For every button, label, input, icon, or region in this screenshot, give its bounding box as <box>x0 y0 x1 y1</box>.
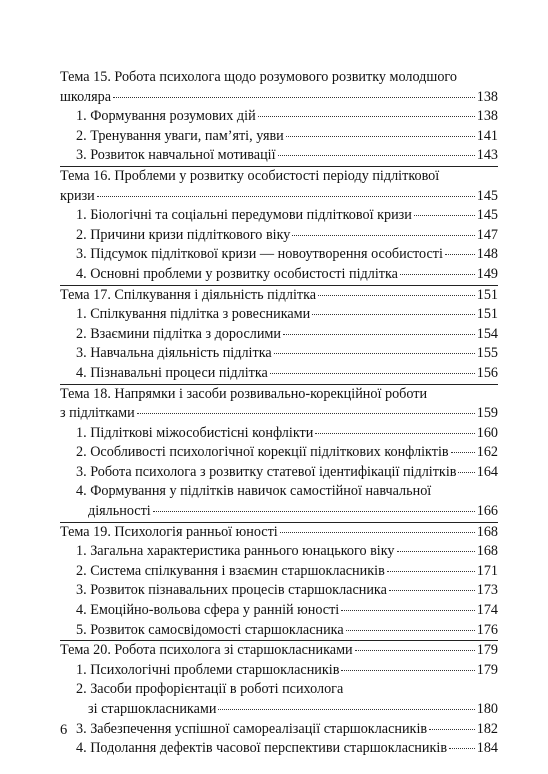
topic-title-line: Тема 18. Напрямки і засоби розвивально-корекційної роботи <box>60 385 428 402</box>
topic-title-line: Тема 16. Проблеми у розвитку особистості періоду підліткової <box>60 167 440 184</box>
toc-page-number: 147 <box>476 226 498 243</box>
toc-topic <box>60 384 498 522</box>
toc-page-number: 179 <box>476 661 498 678</box>
dot-leader <box>429 729 475 730</box>
toc-page-number: 174 <box>476 602 498 619</box>
toc-entry-text: 1. Спілкування підлітка з ровесниками <box>76 306 311 323</box>
dot-leader <box>274 353 475 354</box>
toc-line <box>60 621 498 641</box>
toc-entry-text: 3. Підсумок підліткової кризи — новоутворення особистості <box>76 246 443 263</box>
toc-line <box>60 245 498 265</box>
toc-entry-text: Тема 19. Психологія ранньої юності <box>60 523 278 540</box>
toc-entry-text: 1. Формування розумових дій <box>76 108 256 125</box>
toc-page-number: 143 <box>476 147 498 164</box>
toc-line <box>60 641 498 661</box>
toc-line <box>60 187 498 207</box>
toc-entry-text: 4. Подолання дефектів часової перспективи старшокласників <box>76 740 448 757</box>
toc-page-number: 151 <box>476 286 498 303</box>
dot-leader <box>218 709 474 710</box>
toc-line <box>60 463 498 483</box>
toc-line <box>60 562 498 582</box>
toc-entry-text: 1. Загальна характеристика раннього юнацького віку <box>76 543 395 560</box>
dot-leader <box>280 532 475 533</box>
toc-topic-cell <box>60 522 498 641</box>
toc-line <box>60 601 498 621</box>
toc-page-number: 154 <box>476 325 498 342</box>
toc-line <box>60 206 498 226</box>
toc-line <box>60 502 498 522</box>
toc-line <box>60 226 498 246</box>
toc-line <box>60 88 498 108</box>
toc-entry-text: 4. Пізнавальні процеси підлітка <box>76 364 268 381</box>
dot-leader <box>414 215 475 216</box>
toc-page-number: 138 <box>476 88 498 105</box>
toc-line <box>60 739 498 759</box>
toc-entry-text: 1. Біологічні та соціальні передумови підліткової кризи <box>76 207 412 224</box>
toc-line <box>60 661 498 681</box>
dot-leader <box>286 136 475 137</box>
dot-leader <box>387 571 475 572</box>
toc-entry-text: школяра <box>60 88 111 105</box>
toc-topic-cell <box>60 641 498 759</box>
toc-page-number: 180 <box>476 701 498 717</box>
toc-topic-cell <box>60 68 498 166</box>
toc-entry-text: 3. Робота психолога з розвитку статевої ідентифікації підлітків <box>76 463 457 480</box>
toc-page-number: 184 <box>476 740 498 757</box>
toc-page-number: 155 <box>476 345 498 362</box>
dot-leader <box>153 511 475 512</box>
topic-title-line: Тема 15. Робота психолога щодо розумового розвитку молодшого <box>60 69 457 85</box>
dot-leader <box>397 551 475 552</box>
toc-line <box>60 424 498 444</box>
toc-page-number: 179 <box>476 642 498 659</box>
toc-page-number: 176 <box>476 621 498 638</box>
dot-leader <box>458 472 474 473</box>
toc-entry-text: зі старшокласниками <box>88 701 217 717</box>
dot-leader <box>283 334 475 335</box>
toc-page-number: 164 <box>476 463 498 480</box>
toc-page-number: 145 <box>476 187 498 204</box>
dot-leader <box>292 235 474 236</box>
dot-leader <box>97 196 475 197</box>
toc-line <box>60 265 498 285</box>
toc-topic <box>60 68 498 166</box>
toc-topic <box>60 641 498 759</box>
toc-entry-text: 3. Забезпечення успішної самореалізації старшокласників <box>76 720 428 737</box>
toc-line <box>60 523 498 543</box>
toc-page-number: 149 <box>476 265 498 282</box>
dot-leader <box>318 295 475 296</box>
toc-entry-text: з підлітками <box>60 405 135 422</box>
toc-topic-cell <box>60 285 498 384</box>
toc-page-number: 168 <box>476 523 498 540</box>
toc-page-number: 141 <box>476 127 498 144</box>
dot-leader <box>449 748 475 749</box>
toc-line <box>60 286 498 306</box>
toc-topic <box>60 166 498 285</box>
dot-leader <box>258 116 475 117</box>
toc-topic <box>60 285 498 384</box>
toc-page-number: 145 <box>476 207 498 224</box>
dot-leader <box>278 155 475 156</box>
toc-line <box>60 542 498 562</box>
dot-leader <box>270 373 475 374</box>
toc-entry-text: 2. Взаємини підлітка з дорослими <box>76 325 281 342</box>
toc-page-number: 173 <box>476 582 498 599</box>
toc-line <box>60 107 498 127</box>
toc-line <box>60 581 498 601</box>
toc-entry-text: Тема 20. Робота психолога зі старшокласниками <box>60 642 353 659</box>
dot-leader <box>389 590 475 591</box>
toc-line <box>60 344 498 364</box>
toc-entry-text: 5. Розвиток самосвідомості старшокласника <box>76 621 344 638</box>
toc-page-number: 166 <box>476 503 498 520</box>
toc-page-number: 171 <box>476 562 498 579</box>
toc-topic-cell <box>60 166 498 285</box>
page-number: 6 <box>60 722 68 738</box>
toc-line <box>60 305 498 325</box>
toc-entry-text: 2. Тренування уваги, пам’яті, уяви <box>76 127 284 144</box>
dot-leader <box>113 97 475 98</box>
toc-entry-text: 3. Розвиток пізнавальних процесів старшокласника <box>76 582 387 599</box>
toc-line <box>60 443 498 463</box>
dot-leader <box>341 670 474 671</box>
toc-page-number: 148 <box>476 246 498 263</box>
toc-page-number: 168 <box>476 543 498 560</box>
dot-leader <box>355 650 475 651</box>
item-text-line: 2. Засоби профорієнтації в роботі психолога <box>76 681 344 698</box>
table-of-contents <box>60 68 498 759</box>
toc-line <box>60 364 498 384</box>
item-text-line: 4. Формування у підлітків навичок самостійної навчальної <box>76 483 432 500</box>
toc-line <box>60 127 498 147</box>
toc-entry-text: 2. Причини кризи підліткового віку <box>76 226 291 243</box>
toc-entry-text: 2. Система спілкування і взаємин старшокласників <box>76 562 385 579</box>
toc-page-number: 159 <box>476 405 498 422</box>
toc-entry-text: 1. Психологічні проблеми старшокласників <box>76 661 340 678</box>
dot-leader <box>346 630 475 631</box>
dot-leader <box>312 314 474 315</box>
dot-leader <box>315 433 474 434</box>
toc-entry-text: 4. Емоційно-вольова сфера у ранній юності <box>76 602 340 619</box>
toc-entry-text: 1. Підліткові міжособистісні конфлікти <box>76 424 314 441</box>
toc-page-number: 182 <box>476 720 498 737</box>
toc-topic <box>60 522 498 641</box>
toc-page-number: 151 <box>476 306 498 323</box>
toc-entry-text: 3. Розвиток навчальної мотивації <box>76 147 276 164</box>
toc-entry-text: 2. Особливості психологічної корекції підліткових конфліктів <box>76 444 449 461</box>
toc-entry-text: Тема 17. Спілкування і діяльність підлітка <box>60 286 317 303</box>
toc-page-number: 162 <box>476 444 498 461</box>
toc-page-number: 160 <box>476 424 498 441</box>
toc-page-number: 156 <box>476 364 498 381</box>
dot-leader <box>451 452 475 453</box>
dot-leader <box>445 254 475 255</box>
toc-line <box>60 146 498 166</box>
toc-line <box>60 325 498 345</box>
toc-line <box>60 700 498 720</box>
toc-entry-text: діяльності <box>88 503 151 520</box>
toc-entry-text: 3. Навчальна діяльність підлітка <box>76 345 272 362</box>
dot-leader <box>341 610 474 611</box>
toc-line <box>60 404 498 424</box>
toc-entry-text: кризи <box>60 187 95 204</box>
dot-leader <box>137 413 475 414</box>
toc-topic-cell <box>60 384 498 522</box>
toc-entry-text: 4. Основні проблеми у розвитку особистості підлітка <box>76 265 398 282</box>
toc-page-number: 138 <box>476 108 498 125</box>
dot-leader <box>400 274 475 275</box>
toc-line <box>60 720 498 740</box>
